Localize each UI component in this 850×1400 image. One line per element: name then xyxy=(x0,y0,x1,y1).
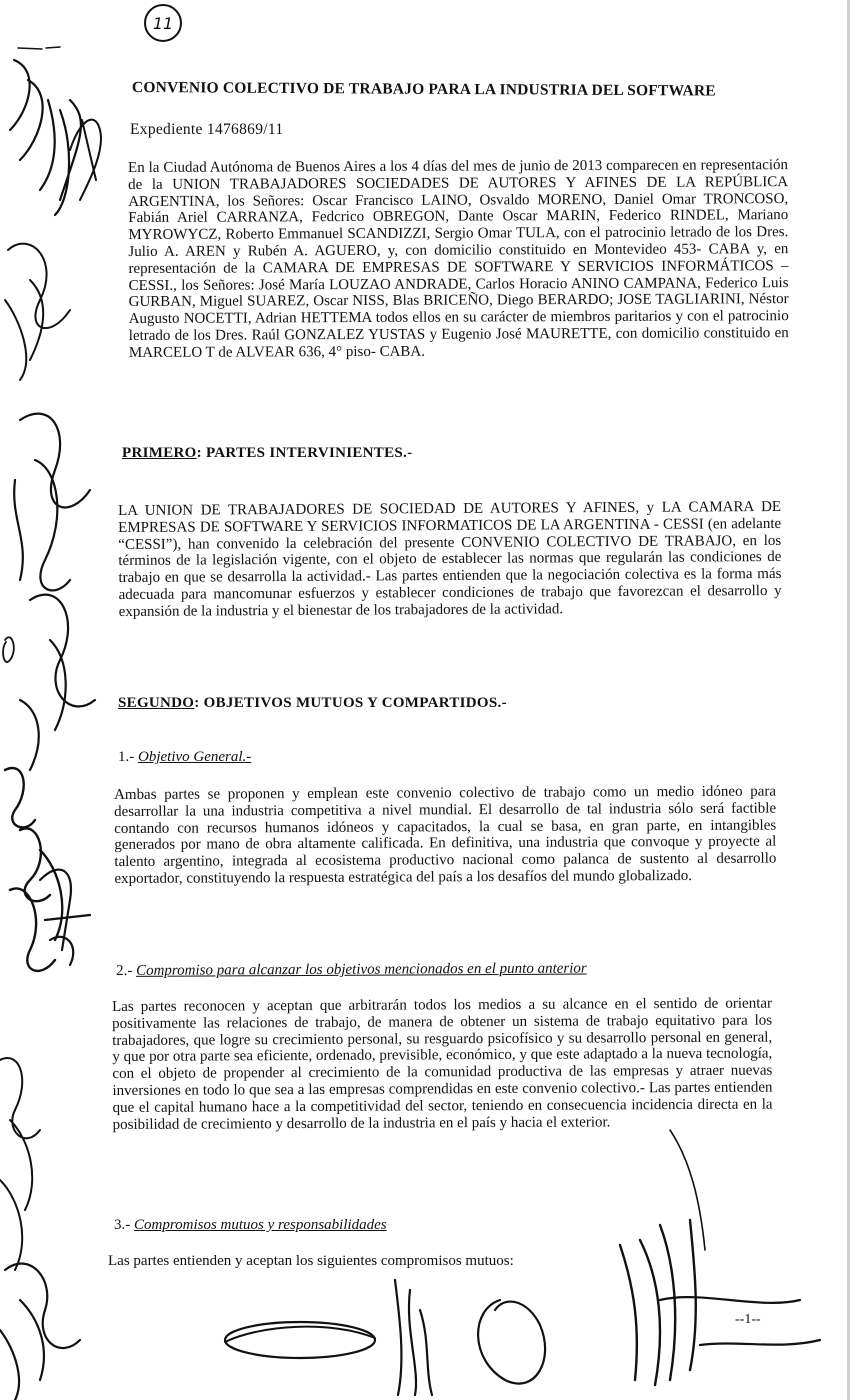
subsection-3-heading xyxy=(114,1217,387,1234)
margin-signature-8 xyxy=(0,1264,80,1400)
bottom-signature-2 xyxy=(395,1280,432,1395)
bottom-signature-4 xyxy=(620,1220,696,1385)
margin-signature-7 xyxy=(0,1058,40,1270)
section-primero-label: PRIMERO xyxy=(122,445,197,461)
section-segundo-title: : OBJETIVOS MUTUOS Y COMPARTIDOS.- xyxy=(194,695,507,711)
subsection-2-paragraph: Las partes reconocen y aceptan que arbitrarán todos los medios a su alcance en el sentido de orientar positivamente las relaciones de trabajo, de manera de obtener un sistema de trabajo equitativo para los trabajadores, que logre su crecimiento personal, su resguardo psicofísico y su desarrollo personal en general, y que por otra parte sea eficiente, ordenado, previsible, económico, y que este adaptado a la nueva tecnología, con el objeto de propender al crecimiento de la comunidad productiva de las empresas y atraer nuevas inversiones en todo lo que sea a las empresas comprendidas en este convenio colectivo.- Las partes entienden que el capital humano hace a la competitividad del sector, teniendo en consecuencia incidencia directa en la posibilidad de crecimiento y desarrollo de la industria en el país y hacia el exterior. xyxy=(112,995,773,1133)
subsection-2-heading xyxy=(116,961,587,980)
subsection-2-number: 2.- xyxy=(116,962,133,979)
document-title: CONVENIO COLECTIVO DE TRABAJO PARA LA INDUSTRIA DEL SOFTWARE xyxy=(131,79,716,100)
subsection-3-intro-line: Las partes entienden y aceptan los siguientes compromisos mutuos: xyxy=(108,1253,514,1269)
margin-signature-1b xyxy=(70,120,101,200)
margin-signature-1 xyxy=(10,60,81,215)
section-primero-title: : PARTES INTERVINIENTES.- xyxy=(196,445,413,461)
margin-dash-mark xyxy=(18,47,60,49)
margin-signature-4 xyxy=(20,595,95,770)
bottom-signature-1 xyxy=(225,1327,375,1342)
margin-signature-3 xyxy=(14,414,90,591)
section-segundo-label: SEGUNDO xyxy=(118,695,195,711)
bottom-signature-loop-1 xyxy=(225,1322,375,1358)
bottom-signature-3 xyxy=(478,1300,545,1384)
subsection-1-title: Objetivo General.- xyxy=(138,749,252,765)
intro-paragraph: En la Ciudad Autónoma de Buenos Aires a los 4 días del mes de junio de 2013 comparecen en representación de la UNION TRABAJADORES SOCIEDADES DE AUTORES Y AFINES DE LA REPÚBLICA ARGENTINA, los Señores: Oscar Francisco LAINO, Osvaldo MORENO, Daniel Omar TRONCOSO, Fabián Ariel CARRANZA, Fedcrico OBREGON, Dante Oscar MARIN, Federico RINDEL, Mariano MYROWYCZ, Roberto Emmanuel SCANDIZZI, Sergio Omar TULA, con el patrocinio letrado de los Dres. Julio A. AREN y Rubén A. AGUERO, y, con domicilio constituido en Montevideo 453- CABA y, en representación de la CAMARA DE EMPRESAS DE SOFTWARE Y SERVICIOS INFORMÁTICOS – CESSI., los Señores: José María LOUZAO ANDRADE, Carlos Horacio ANINO CAMPANA, Federico Luis GURBAN, Miguel SUAREZ, Oscar NISS, Blas BRICEÑO, Diego BERARDO; JOSE TAGLIARINI, Néstor Augusto NOCETTI, Adrian HETTEMA todos ellos en su carácter de miembros paritarios y con el patrocinio letrado de los Dres. Raúl GONZALEZ YUSTAS y Eugenio José MAURETTE, con domicilio constituido en MARCELO T de ALVEAR 636, 4° piso- CABA. xyxy=(128,157,789,361)
subsection-1-heading xyxy=(118,749,251,766)
margin-signature-6 xyxy=(40,870,90,965)
margin-signature-2 xyxy=(5,244,70,380)
expediente-number: Expediente 1476869/11 xyxy=(130,121,284,138)
subsection-3-number: 3.- xyxy=(114,1217,131,1233)
subsection-3-title: Compromisos mutuos y responsabilidades xyxy=(134,1217,387,1233)
folio-number: 11 xyxy=(144,4,182,42)
margin-initials-mark xyxy=(3,637,14,662)
subsection-1-paragraph: Ambas partes se proponen y emplean este convenio colectivo de trabajo como un medio idóneo para desarrollar la una industria competitiva a nivel mundial. El desarrollo de tal industria sólo será factible contando con recursos humanos idóneos y capacitados, la cual se basa, en gran parte, en intangibles generados por mano de obra altamente calificada. En definitiva, una industria que convoque y proyecte al talento argentino, integrada al ecosistema productivo nacional como palanca de sustento al desarrollo exportador, constituyendo la respuesta estratégica del país a los desafíos del mundo globalizado. xyxy=(114,783,777,887)
subsection-2-title: Compromiso para alcanzar los objetivos mencionados en el punto anterior xyxy=(135,960,587,979)
section-segundo-heading xyxy=(118,695,507,712)
section-primero-paragraph: LA UNION DE TRABAJADORES DE SOCIEDAD DE AUTORES Y AFINES, y LA CAMARA DE EMPRESAS DE SOFTWARE Y SERVICIOS INFORMATICOS DE LA ARGENTINA - CESSI (en adelante “CESSI”), han convenido la celebración del presente CONVENIO COLECTIVO DE TRABAJO, en los términos de la legislación vigente, con el objeto de establecer las normas que regularán las condiciones de trabajo en que se desarrolla la actividad.- Las partes entienden que la negociación colectiva es la forma más adecuada para mancomunar esfuerzos y establecer condiciones de trabajo que favorezcan el desarrollo y expansión de la industria y el bienestar de los trabajadores de la actividad. xyxy=(118,498,782,620)
section-primero-heading xyxy=(122,445,412,462)
page-diagonal-stroke xyxy=(670,1130,705,1250)
margin-signature-5 xyxy=(5,768,62,971)
page-number: --1-- xyxy=(735,1312,761,1327)
subsection-1-number: 1.- xyxy=(118,749,135,765)
